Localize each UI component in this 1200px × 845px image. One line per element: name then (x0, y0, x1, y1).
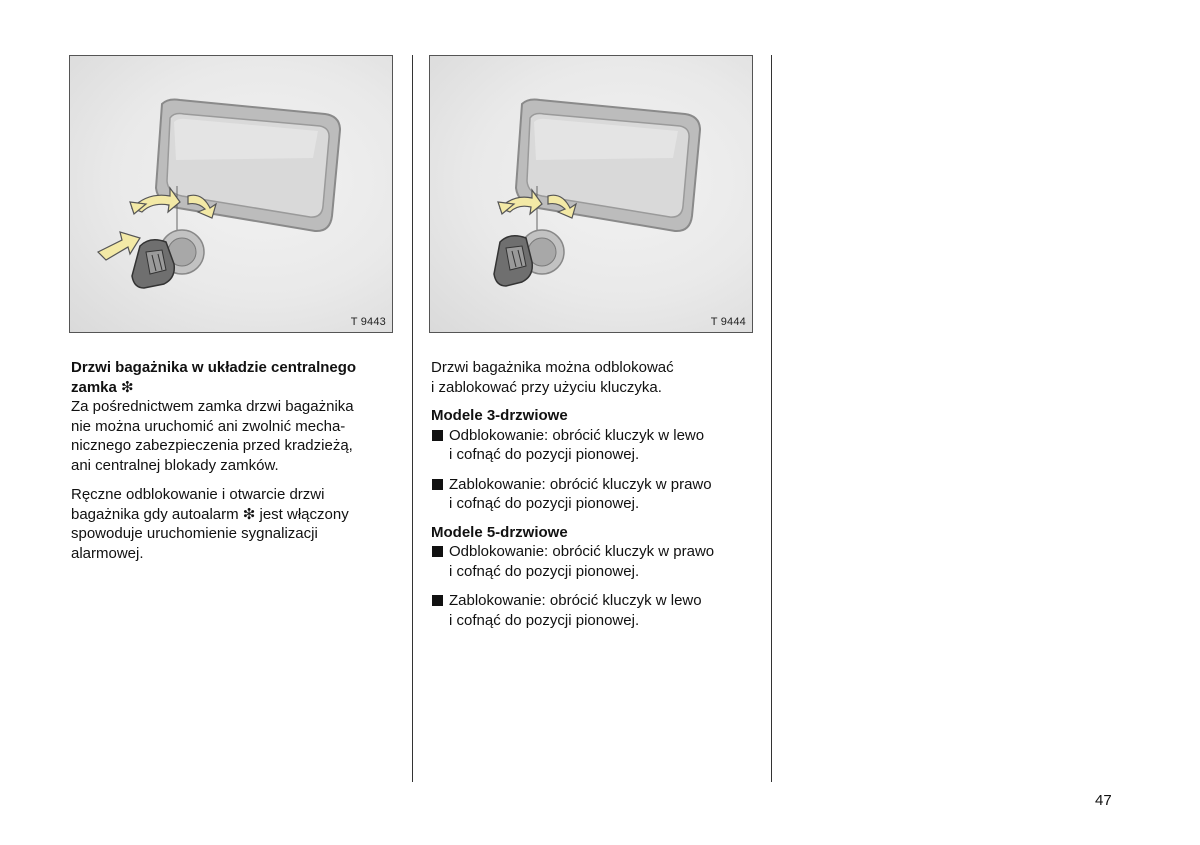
list-item-continuation: i cofnąć do pozycji pionowej. (449, 562, 640, 580)
list-item-text: Odblokowanie: obrócić kluczyk w lewo (449, 426, 705, 444)
list-item-text: Zablokowanie: obrócić kluczyk w prawo (449, 475, 712, 493)
tailgate-handle-illustration (70, 56, 393, 333)
figure-code: T 9443 (350, 316, 386, 328)
paragraph-mechanical-lock (71, 397, 401, 475)
text-line: Ręczne odblokowanie i otwarcie drzwi (71, 486, 325, 503)
column-divider-right (771, 55, 772, 782)
section-heading-line-1: Drzwi bagażnika w układzie centralnego (71, 359, 357, 376)
text-line: nicznego zabezpieczenia przed kradzieżą, (71, 437, 353, 454)
text-line: nie można uruchomić ani zwolnić mecha- (71, 417, 346, 435)
list-item-text: Odblokowanie: obrócić kluczyk w prawo (449, 543, 715, 560)
page-number: 47 (1095, 792, 1112, 809)
right-text-column (431, 358, 761, 630)
figure-tailgate-lock-left (69, 55, 393, 333)
list-item-text: Zablokowanie: obrócić kluczyk w lewo (449, 592, 702, 609)
list-item-continuation: i cofnąć do pozycji pionowej. (449, 495, 640, 512)
list-item-continuation: i cofnąć do pozycji pionowej. (449, 611, 640, 629)
bullet-square-icon (432, 546, 443, 557)
paragraph-alarm-warning (71, 485, 401, 563)
section-heading-line-2: zamka ❇ (71, 378, 134, 396)
text-line: spowoduje uruchomienie sygnalizacji (71, 525, 318, 542)
text-line: i zablokować przy użyciu kluczyka. (431, 378, 662, 396)
bullet-square-icon (432, 595, 443, 606)
list-item-continuation: i cofnąć do pozycji pionowej. (449, 446, 640, 463)
intro-paragraph (431, 358, 761, 397)
bullet-square-icon (432, 430, 443, 441)
left-text-column (71, 358, 401, 563)
tailgate-handle-illustration (430, 56, 753, 333)
text-line: bagażnika gdy autoalarm ❇ jest włączony (71, 505, 349, 523)
subheading-5-door: Modele 5-drzwiowe (431, 523, 568, 541)
text-line: Drzwi bagażnika można odblokować (431, 359, 674, 376)
list-item (431, 475, 761, 495)
list-item (431, 591, 761, 611)
text-line: Za pośrednictwem zamka drzwi bagażnika (71, 398, 354, 415)
bullet-square-icon (432, 479, 443, 490)
list-item (431, 426, 761, 446)
figure-tailgate-lock-right (429, 55, 753, 333)
text-line: alarmowej. (71, 544, 144, 562)
list-item (431, 542, 761, 562)
text-line: ani centralnej blokady zamków. (71, 456, 279, 474)
figure-code: T 9444 (710, 316, 746, 328)
subheading-3-door: Modele 3-drzwiowe (431, 407, 568, 424)
column-divider-left (412, 55, 413, 782)
